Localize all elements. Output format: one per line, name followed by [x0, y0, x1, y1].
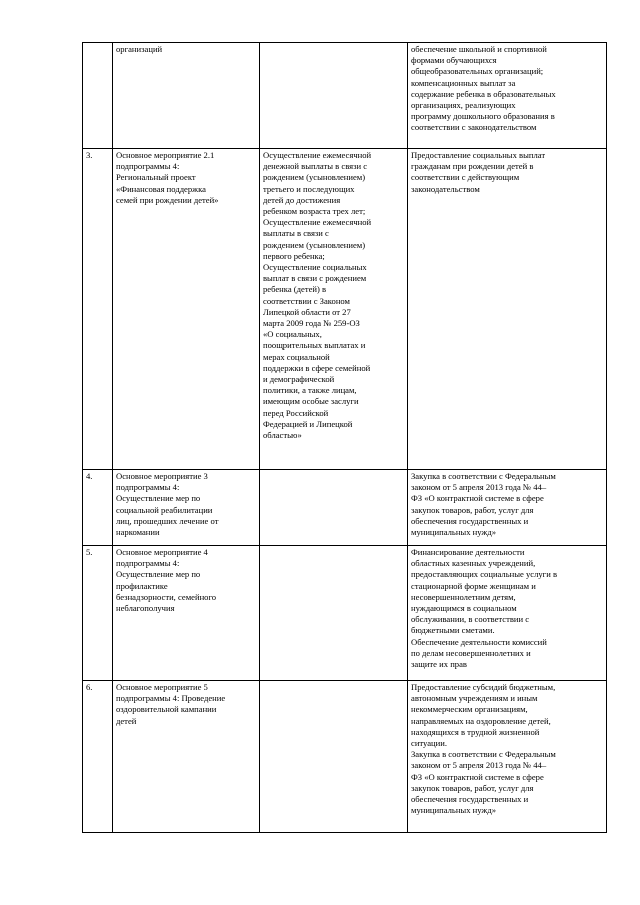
- measure-description: Финансирование деятельности областных казенных учреждений, предоставляющих социальные услуги в стационарной форме женщинам и несовершеннолетним детям, нуждающимся в социальном обслуживании, в соответствии с бюджетными сметами. Обеспечение деятельности комиссий по делам несовершеннолетних и защите их прав: [408, 546, 607, 681]
- measure-activity: [260, 470, 408, 546]
- table-row: [83, 43, 607, 149]
- row-number: 4.: [83, 470, 113, 546]
- table-row: [83, 681, 607, 833]
- measure-name: Основное мероприятие 2.1 подпрограммы 4: Региональный проект «Финансовая поддержка семей при рождении детей»: [113, 149, 260, 470]
- table-row: [83, 149, 607, 470]
- measure-description: Предоставление социальных выплат гражданам при рождении детей в соответствии с действующим законодательством: [408, 149, 607, 470]
- measure-activity: [260, 681, 408, 833]
- measure-activity: Осуществление ежемесячной денежной выплаты в связи с рождением (усыновлением) третьего и последующих детей до достижения ребенком возраста трех лет; Осуществление ежемесячной выплаты в связи с рождением (усыновлением) первого ребенка; Осуществление социальных выплат в связи с рождением ребенка (детей) в соответствии с Законом Липецкой области от 27 марта 2009 года № 259-ОЗ «О социальных, поощрительных выплатах и мерах социальной поддержки в сфере семейной и демографической политики, а также лицам, имеющим особые заслуги перед Российской Федерацией и Липецкой областью»: [260, 149, 408, 470]
- measure-activity: [260, 43, 408, 149]
- row-number: 6.: [83, 681, 113, 833]
- row-number: 5.: [83, 546, 113, 681]
- measure-description: Предоставление субсидий бюджетным, автономным учреждениям и иным некоммерческим организациям, направляемых на оздоровление детей, находящихся в трудной жизненной ситуации. Закупка в соответствии с Федеральным законом от 5 апреля 2013 года № 44– ФЗ «О контрактной системе в сфере закупок товаров, работ, услуг для обеспечения государственных и муниципальных нужд»: [408, 681, 607, 833]
- table-row: [83, 470, 607, 546]
- measure-name: организаций: [113, 43, 260, 149]
- measure-description: обеспечение школьной и спортивной формами обучающихся общеобразовательных организаций; компенсационных выплат за содержание ребенка в образовательных организациях, реализующих программу дошкольного образования в соответствии с законодательством: [408, 43, 607, 149]
- row-number: 3.: [83, 149, 113, 470]
- row-number: [83, 43, 113, 149]
- measure-name: Основное мероприятие 3 подпрограммы 4: Осуществление мер по социальной реабилитации лиц, прошедших лечение от наркомании: [113, 470, 260, 546]
- measure-activity: [260, 546, 408, 681]
- measure-name: Основное мероприятие 4 подпрограммы 4: Осуществление мер по профилактике безнадзорности, семейного неблагополучия: [113, 546, 260, 681]
- measures-table: [82, 42, 607, 833]
- measure-name: Основное мероприятие 5 подпрограммы 4: Проведение оздоровительной кампании детей: [113, 681, 260, 833]
- table-row: [83, 546, 607, 681]
- measure-description: Закупка в соответствии с Федеральным законом от 5 апреля 2013 года № 44– ФЗ «О контрактной системе в сфере закупок товаров, работ, услуг для обеспечения государственных и муниципальных нужд»: [408, 470, 607, 546]
